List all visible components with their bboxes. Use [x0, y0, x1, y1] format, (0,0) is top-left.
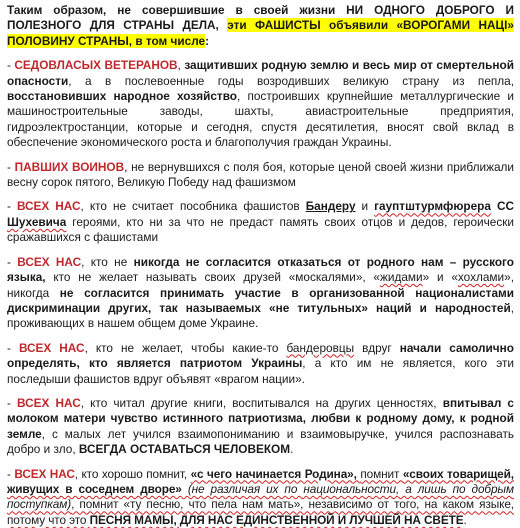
bold-text: «своих товарищей, живущих в соседнем дворе»	[7, 466, 514, 496]
text: , кто не	[81, 254, 134, 269]
veterans-paragraph	[7, 58, 514, 150]
text: , кто не желает, чтобы какие-то	[84, 340, 287, 355]
spellcheck-word: бандеровцы	[286, 340, 355, 355]
bold-text: ПЕСНЯ МАМЫ, ДЛЯ НАС ЕДИНСТВЕННОЙ И ЛУЧШЕЙ НА СВЕТЕ	[89, 512, 464, 527]
bold-text: не согласится принимать участие в организованной националистами дискриминации других, так называемых «не титульных» наций и народностей	[7, 285, 514, 315]
text: , с малых лет учился взаимопониманию и взаимовыручке, учился распознавать добро и зло,	[7, 426, 514, 457]
all-of-us-heading: ВСЕХ НАС	[17, 254, 82, 269]
dash: -	[7, 466, 15, 481]
language-paragraph	[7, 255, 514, 332]
bold-text: никогда не согласится отказаться от родного нам – русского языка,	[7, 254, 514, 285]
bold-text: ВСЕГДА ОСТАВАТЬСЯ ЧЕЛОВЕКОМ	[78, 442, 291, 457]
spacer	[7, 151, 514, 160]
spacer	[7, 332, 514, 341]
fallen-heading: ПАВШИХ ВОИНОВ	[14, 159, 125, 174]
intro-highlight: эти ФАШИСТЫ объявили «ВОРОГАМИ НАЦІ» ПОЛОВИНУ СТРАНЫ, в том числе	[7, 18, 514, 48]
bold-text: защитивших родную землю и весь мир от смертельной опасности	[7, 58, 514, 88]
text: , помнит «ту песню, что пела нам мать», независимо от того, на каком языке, потому что это	[7, 497, 514, 527]
spacer	[7, 49, 514, 58]
intro-text: Таким образом, не совершившие в своей жизни НИ ОДНОГО ДОБРОГО И ПОЛЕЗНОГО ДЛЯ СТРАНЫ ДЕЛА,	[7, 3, 514, 33]
text: , кто не считает пособника фашистов	[80, 199, 306, 214]
text: , а кто им не является, кого эти последыши фашистов вдруг объявят «врагом нации».	[7, 356, 514, 386]
all-of-us-heading: ВСЕХ НАС	[14, 466, 75, 481]
all-of-us-heading: ВСЕХ НАС	[16, 199, 81, 214]
dash: -	[7, 340, 19, 355]
text: ,	[177, 58, 185, 73]
italic-text: (не различая их по национальности, а лишь по добрым поступкам)	[7, 481, 514, 512]
bold-text: впитывал с молоком матери чувство истинного патриотизма, любви к родному дому, к родной земле	[7, 395, 514, 441]
spellcheck-word: Шухевича	[7, 214, 67, 229]
dash: -	[7, 254, 18, 269]
text: », никогда	[7, 270, 514, 300]
bold-text: СС	[490, 199, 514, 214]
text: и	[355, 199, 375, 214]
fallen-paragraph	[7, 160, 514, 191]
intro-paragraph	[7, 3, 514, 49]
dash: -	[7, 58, 15, 73]
text: , а в послевоенные годы возродивших великую страну из пепла,	[68, 73, 514, 88]
text: » и «	[422, 270, 458, 285]
text: , проживающих в нашем общем доме Украине.	[7, 300, 514, 331]
spacer	[7, 190, 514, 199]
patriot-paragraph	[7, 341, 514, 387]
spacer	[7, 246, 514, 255]
text: , построивших крупнейшие металлургические и машиностроительные заводы, шахты, авиастроительные предприятия, гидроэлектростанции, которые и сегодня, спустя десятилетия, вносят свой вклад в обеспечение экономического роста и благополучия граждан Украины.	[7, 89, 514, 150]
values-paragraph	[7, 396, 514, 458]
motherland-paragraph	[7, 467, 514, 528]
text: , не вернувшихся с поля боя, которые ценой своей жизни приближали весну сорок пятого, Великую Победу над фашизмом	[7, 159, 514, 190]
all-of-us-heading: ВСЕХ НАС	[17, 395, 81, 410]
text: , кто хорошо помнит,	[74, 466, 191, 481]
text: помнит	[360, 466, 403, 481]
text: героями, кто ни за что не предаст память своих отцов и дедов, героически сражавшихся с фашистами	[7, 214, 514, 245]
heroes-paragraph	[7, 199, 514, 245]
veterans-heading: СЕДОВЛАСЫХ ВЕТЕРАНОВ	[14, 58, 178, 73]
dash: -	[7, 159, 15, 174]
spellcheck-word: гауптштурмфюрера	[374, 199, 491, 214]
spacer	[7, 458, 514, 467]
bold-text: начали самолично определять, кто является патриотом Украины	[7, 340, 514, 371]
text: кто не желает называть своих друзей «москалями», «	[45, 270, 380, 285]
bold-underlined-text: Бандеру	[305, 199, 356, 214]
text: вдруг	[354, 340, 400, 355]
spellcheck-word: хохлами	[457, 270, 505, 285]
bold-text: восстановивших народное хозяйство	[7, 89, 237, 104]
spacer	[7, 387, 514, 396]
bold-text: «с чего начинается Родина»,	[190, 466, 361, 481]
intro-colon: :	[205, 33, 210, 48]
dash: -	[7, 395, 18, 410]
text: .	[290, 442, 294, 457]
all-of-us-heading: ВСЕХ НАС	[18, 340, 85, 355]
spellcheck-word: жидами	[380, 270, 423, 285]
dash: -	[7, 199, 17, 214]
text: .	[463, 512, 467, 527]
text: , кто читал другие книги, воспитывался на других ценностях,	[80, 395, 443, 410]
